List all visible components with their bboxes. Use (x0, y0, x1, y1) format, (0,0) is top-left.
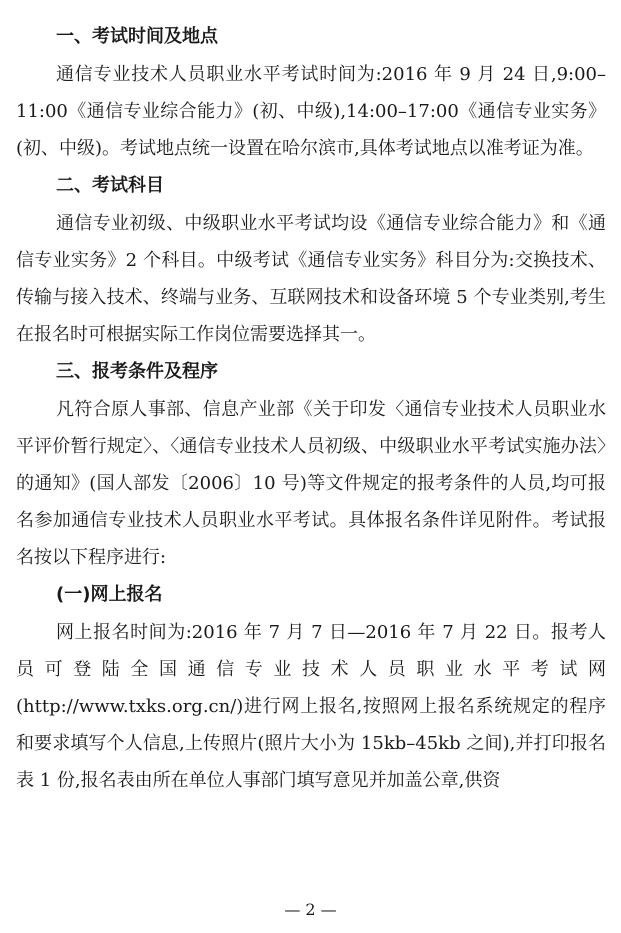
section-heading-eligibility: 三、报考条件及程序 (56, 361, 218, 382)
section-heading-exam-subjects: 二、考试科目 (56, 175, 164, 196)
document-page (16, 18, 606, 799)
section-heading-exam-time: 一、考试时间及地点 (56, 26, 218, 47)
page-number: — 2 — (284, 900, 337, 919)
subsection-heading-online-registration: (一)网上报名 (56, 584, 163, 605)
paragraph-eligibility: 凡符合原人事部、信息产业部《关于印发〈通信专业技术人员职业水平评价暂行规定〉、〈通信专业技术人员初级、中级职业水平考试实施办法〉的通知》(国人部发〔2006〕10 号)等文件规定的报考条件的人员,均可报名参加通信专业技术人员职业水平考试。具体报名条件详见附件。考试报名按以下程序进行: (16, 399, 606, 568)
paragraph-exam-time: 通信专业技术人员职业水平考试时间为:2016 年 9 月 24 日,9:00–11:00《通信专业综合能力》(初、中级),14:00–17:00《通信专业实务》(初、中级)。考试地点统一设置在哈尔滨市,具体考试地点以准考证为准。 (16, 64, 606, 159)
paragraph-exam-subjects: 通信专业初级、中级职业水平考试均设《通信专业综合能力》和《通信专业实务》2 个科目。中级考试《通信专业实务》科目分为:交换技术、传输与接入技术、终端与业务、互联网技术和设备环境 5 个专业类别,考生在报名时可根据实际工作岗位需要选择其一。 (16, 213, 606, 345)
paragraph-online-registration: 网上报名时间为:2016 年 7 月 7 日—2016 年 7 月 22 日。报考人员可登陆全国通信专业技术人员职业水平考试网(http://www.txks.org.cn/)进行网上报名,按照网上报名系统规定的程序和要求填写个人信息,上传照片(照片大小为 15kb–45kb 之间),并打印报名表 1 份,报名表由所在单位人事部门填写意见并加盖公章,供资 (16, 622, 606, 791)
